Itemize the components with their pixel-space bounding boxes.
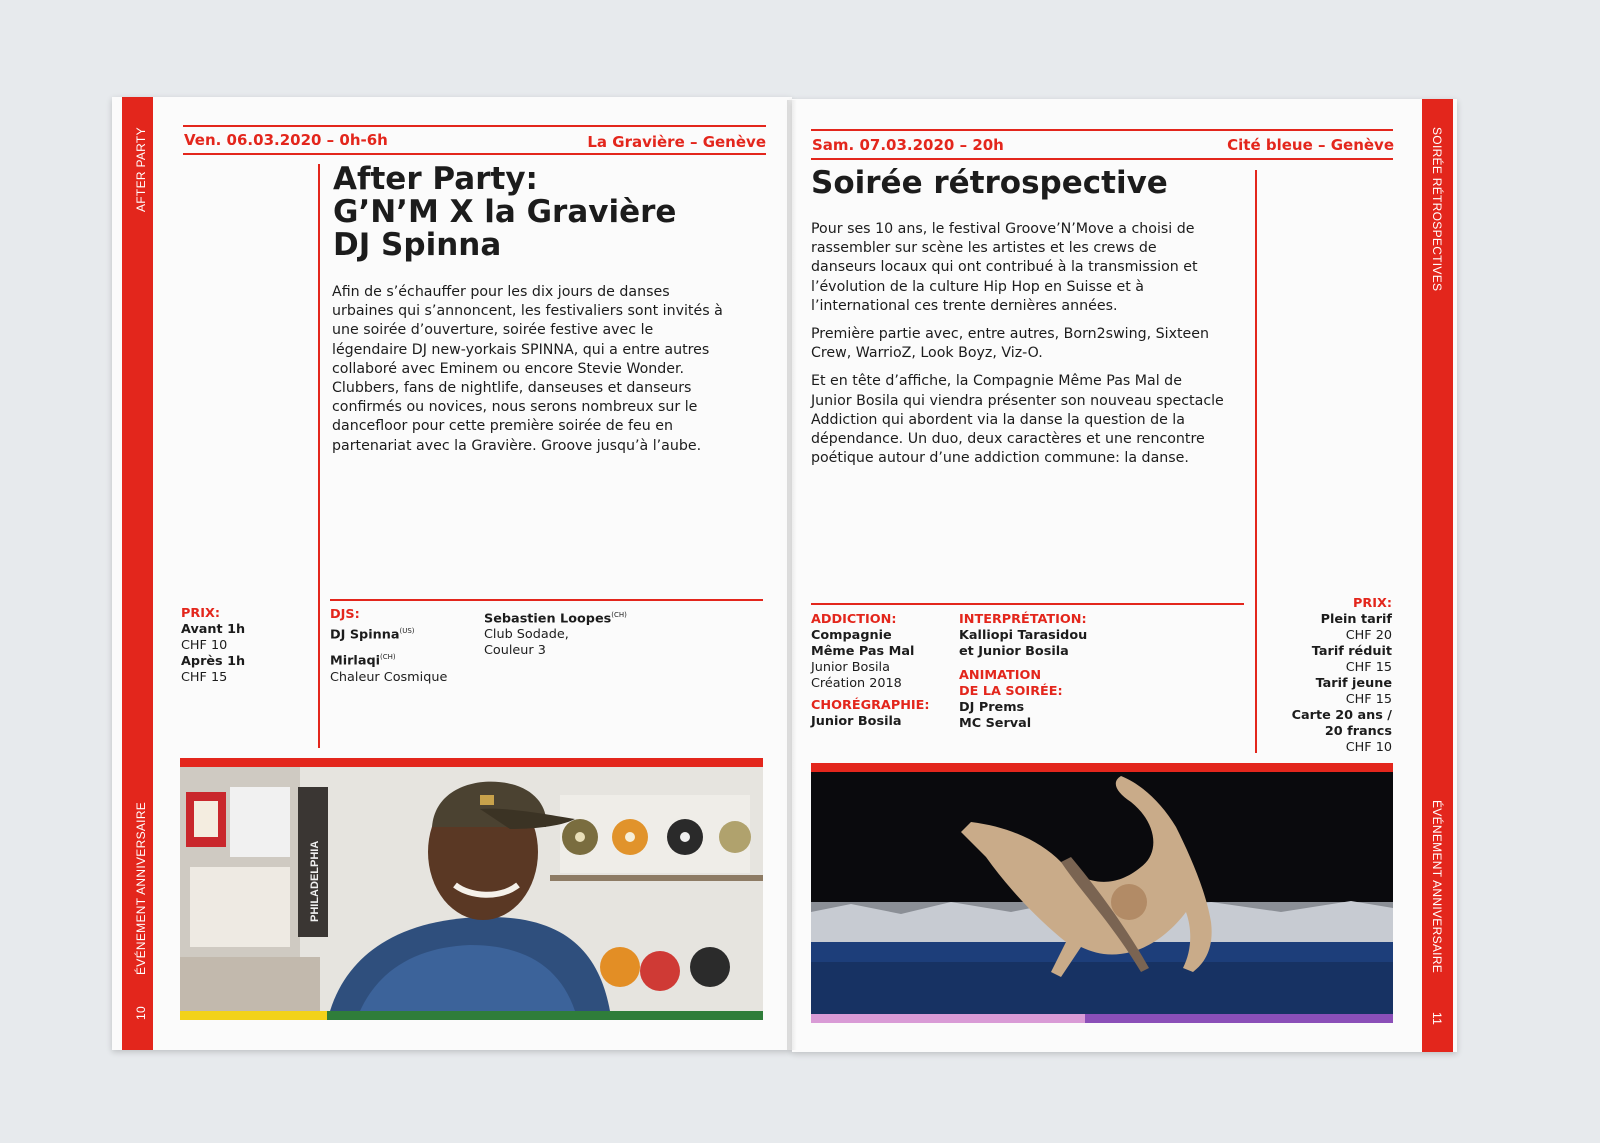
left-title-line-3: DJ Spinna xyxy=(333,227,502,263)
right-prix-name-3: Tarif jeune xyxy=(1315,676,1392,691)
right-prix-block xyxy=(1262,596,1392,756)
left-side-section: ÉVÉNEMENT ANNIVERSAIRE xyxy=(134,801,148,975)
djs-label: DJS: xyxy=(330,607,360,622)
dj2-origin: (CH) xyxy=(380,653,396,662)
right-prix-name-4b: 20 francs xyxy=(1324,724,1392,739)
right-paragraph-3: Et en tête d’affiche, la Compagnie Même Pas Mal de Junior Bosila qui viendra présenter son nouveau spectacle Addiction qui abordent via la danse la question de la dépendance. Un duo, deux caractères et une rencontre poétique autour d’une addiction commune: la danse. xyxy=(811,373,1224,467)
dj-spinna-illustration xyxy=(180,767,763,1011)
right-photo-top-band xyxy=(811,763,1393,772)
right-prix-price-2: CHF 15 xyxy=(1345,660,1392,675)
right-page-number: 11 xyxy=(1430,1012,1444,1026)
animation-label-2: DE LA SOIRÉE: xyxy=(959,684,1063,699)
left-prix-block xyxy=(181,606,311,686)
right-prix-name-4: Carte 20 ans / xyxy=(1291,708,1392,723)
right-prix-price-1: CHF 20 xyxy=(1345,628,1392,643)
left-prix-name-2: Après 1h xyxy=(181,654,246,669)
record-label-text: PHILADELPHIA xyxy=(309,840,321,922)
left-side-title: AFTER PARTY xyxy=(134,127,148,212)
dj2-detail: Chaleur Cosmique xyxy=(330,669,448,685)
left-page-number: 10 xyxy=(134,1006,148,1020)
left-header-rule-bottom xyxy=(183,153,766,155)
right-paragraph-2: Première partie avec, entre autres, Born2swing, Sixteen Crew, WarrioZ, Look Boyz, Viz-O. xyxy=(811,326,1209,362)
left-djs-block xyxy=(330,607,475,686)
dance-duo-photo xyxy=(811,772,1393,1014)
addiction-block xyxy=(811,612,951,730)
animation-line-1: DJ Prems xyxy=(959,700,1025,715)
left-color-bar-green xyxy=(327,1011,763,1020)
right-color-bar-pink xyxy=(811,1014,1085,1023)
addiction-line-3: Junior Bosila xyxy=(811,660,890,675)
right-column-divider xyxy=(1255,170,1257,753)
dj3-detail-1: Club Sodade, xyxy=(484,627,569,643)
left-header-rule-top xyxy=(183,125,766,127)
left-title-line-2: G’N’M X la Gravière xyxy=(333,194,677,230)
right-event-venue: Cité bleue – Genève xyxy=(1227,136,1394,154)
right-color-bar-purple xyxy=(1085,1014,1393,1023)
dj1-name: DJ Spinna xyxy=(330,627,400,643)
left-photo-top-band xyxy=(180,758,763,767)
right-prix-label: PRIX: xyxy=(1353,596,1392,611)
interpretation-label: INTERPRÉTATION: xyxy=(959,612,1087,627)
interpretation-line-2: et Junior Bosila xyxy=(959,644,1069,659)
interpretation-block xyxy=(959,612,1119,732)
right-prix-price-4: CHF 10 xyxy=(1345,740,1392,755)
left-djs-block-2 xyxy=(484,607,644,659)
left-title-line-1: After Party: xyxy=(333,161,538,197)
right-prix-name-1: Plein tarif xyxy=(1320,612,1392,627)
animation-label-1: ANIMATION xyxy=(959,668,1042,683)
left-event-description xyxy=(332,283,732,465)
choregraphie-value: Junior Bosila xyxy=(811,714,902,729)
right-header-rule-top xyxy=(811,129,1393,131)
animation-line-2: MC Serval xyxy=(959,716,1032,731)
dj3-origin: (CH) xyxy=(611,611,627,619)
dj3-name: Sebastien Loopes xyxy=(484,611,612,627)
addiction-line-1: Compagnie xyxy=(811,628,892,643)
left-column-divider xyxy=(318,164,320,748)
book-gutter xyxy=(787,100,797,1050)
dj-spinna-photo xyxy=(180,767,763,1011)
addiction-line-2: Même Pas Mal xyxy=(811,644,915,659)
right-header-rule-bottom xyxy=(811,158,1393,160)
right-side-section: ÉVÉNEMENT ANNIVERSAIRE xyxy=(1430,800,1444,974)
right-prix-price-3: CHF 15 xyxy=(1345,692,1392,707)
left-info-rule xyxy=(330,599,763,601)
left-event-title xyxy=(333,163,676,262)
left-color-bar-yellow xyxy=(180,1011,327,1020)
right-paragraph-1: Pour ses 10 ans, le festival Groove’N’Move a choisi de rassembler sur scène les artistes et les crews de danseurs locaux qui ont contribué à la transmission et l’évolution de la culture Hip Hop en Suisse et à l’international ces trente dernières années. xyxy=(811,221,1198,314)
addiction-line-4: Création 2018 xyxy=(811,676,902,691)
dance-duo-illustration xyxy=(811,772,1393,1014)
dj2-name: Mirlaqi xyxy=(330,653,381,669)
right-prix-name-2: Tarif réduit xyxy=(1311,644,1392,659)
left-description-text: Afin de s’échauffer pour les dix jours de danses urbaines qui s’annoncent, les festivaliers sont invités à une soirée d’ouverture, soirée festive avec le légendaire DJ new-yorkais SPINNA, qui a entre autres collaboré avec Eminem ou encore Stevie Wonder. Clubbers, fans de nightlife, danseuses et danseurs confirmés ou novices, nous serons nombreux sur le dancefloor pour cette première soirée de feu en partenariat avec la Gravière. Groove jusqu’à l’aube. xyxy=(332,284,723,454)
dj1-origin: (US) xyxy=(399,627,415,635)
left-prix-price-1: CHF 10 xyxy=(181,638,228,653)
addiction-label: ADDICTION: xyxy=(811,612,897,627)
left-event-venue: La Gravière – Genève xyxy=(587,133,766,151)
dj3-detail-2: Couleur 3 xyxy=(484,643,546,659)
left-prix-price-2: CHF 15 xyxy=(181,670,228,685)
interpretation-line-1: Kalliopi Tarasidou xyxy=(959,628,1088,643)
left-prix-name-1: Avant 1h xyxy=(181,622,246,637)
left-event-date: Ven. 06.03.2020 – 0h-6h xyxy=(184,131,388,149)
right-event-description xyxy=(811,220,1225,477)
right-side-title: SOIRÉE RÉTROSPECTIVES xyxy=(1430,127,1444,292)
right-info-rule xyxy=(811,603,1244,605)
left-prix-label: PRIX: xyxy=(181,606,220,621)
choregraphie-label: CHORÉGRAPHIE: xyxy=(811,698,930,713)
right-event-date: Sam. 07.03.2020 – 20h xyxy=(812,136,1004,154)
right-event-title: Soirée rétrospective xyxy=(811,165,1168,201)
